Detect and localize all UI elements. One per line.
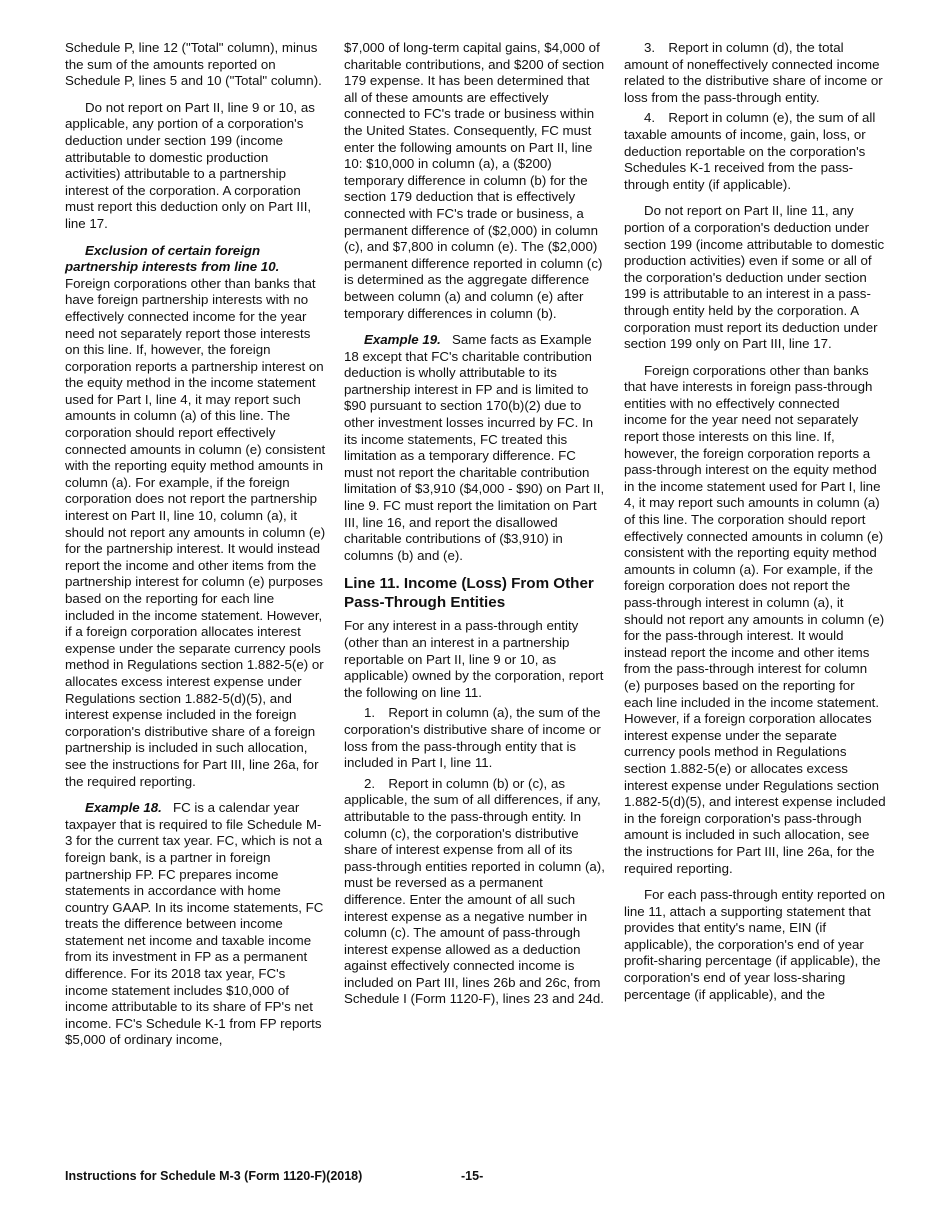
paragraph: Schedule P, line 12 ("Total" column), minus the sum of the amounts reported on Schedule P, lines 5 and 10 ("Total" column). [65,40,322,89]
example-heading: Example 18. [85,800,162,816]
run-in-heading: Exclusion of certain foreign partnership interests from line 10. [65,242,280,275]
text-column-1 [65,40,327,1059]
paragraph-text: Foreign corporations other than banks that have foreign partnership interests with no effectively connected income for the year need not separately report those interests on this line. If, however, the foreign corporation reports a partnership interest on the equity method in the income statement used for Part I, line 4, it may report such amounts in column (a) of this line. The corporation should report effectively connected amounts in column (e) consistent with the reporting equity method amounts in column (a). For example, if the foreign corporation does not report the partnership interest on Part II, line 10, column (a), it should not report any amounts in column (e) for the partnership interest. It would instead report the income and other items from the partnership interest for column (e) purposes based on the reporting for each line included in the income statement. However, if a foreign corporation allocates interest expense under the separate currency pools method in Regulations section 1.882-5(e) or allocates excess interest expense under Regulations section 1.882-5(d)(5), and interest expense included in the foreign corporation's distributive share of a foreign partnership is included in such allocation, see the instructions for Part III, line 26a, for the required reporting. [65,275,326,789]
paragraph [65,243,327,791]
paragraph: For any interest in a pass-through entity (other than an interest in a partnership reportable on Part II, line 9 or 10, as applicable) owned by the corporation, report the following on line 11. [344,618,604,700]
text-column-3 [624,40,886,1013]
paragraph: Do not report on Part II, line 11, any portion of a corporation's deduction under section 199 (income attributable to domestic production activities) even if some or all of the corporation's deduction under section 199 is attributable to an interest in a pass-through entity held by the corporation. A corporation must report its deduction under section 199 only on Part III, line 17. [624,203,885,352]
list-item: 1. Report in column (a), the sum of the corporation's distributive share of income or loss from the pass-through entity that is included in Part I, line 11. [344,705,601,771]
paragraph: For each pass-through entity reported on line 11, attach a supporting statement that provides that entity's name, EIN (if applicable), the corporation's end of year profit-sharing percentage (if applicable), the corporation's end of year loss-sharing percentage (if applicable), and the [624,887,885,1002]
list-item: 2. Report in column (b) or (c), as applicable, the sum of all differences, if any, attributable to the pass-through entity. In column (c), the corporation's distributive share of interest expense from all of its pass-through entities reported in column (a), must be reversed as a permanent difference. Enter the amount of all such interest expense as a negative number in column (c). The amount of pass-through interest expense allowed as a deduction against effectively connected income is included on Part III, lines 26b and 26c, from Schedule I (Form 1120-F), lines 23 and 24d. [344,775,605,1007]
list-item: 4. Report in column (e), the sum of all taxable amounts of income, gain, loss, or deduction reportable on the corporation's Schedules K-1 received from the pass-through entity (if applicable). [624,110,876,192]
list-item: 3. Report in column (d), the total amount of noneffectively connected income related to the distributive share of income or loss from the pass-through entity. [624,40,883,105]
example-heading: Example 19. [364,332,441,348]
paragraph: Do not report on Part II, line 9 or 10, as applicable, any portion of a corporation's deduction under section 199 (income attributable to domestic production activities) attributable to a partnership interest of the corporation. A corporation must report this deduction only on Part III, line 17. [65,99,315,231]
section-heading: Line 11. Income (Loss) From Other Pass-Through Entities [344,575,594,612]
paragraph [65,800,327,1049]
paragraph [344,332,606,564]
paragraph-text: FC is a calendar year taxpayer that is required to file Schedule M-3 for the current tax year. FC, which is not a foreign bank, is a partner in foreign partnership FP. FC prepares income statements in accordance with home country GAAP. In its income statements, FC treats the difference between income statement net income and taxable income from its investment in FP as a permanent difference. For its 2018 tax year, FC's income statement includes $10,000 of income attributable to its share of FP's net income. FC's Schedule K-1 from FP reports $5,000 of ordinary income, [65,800,324,1048]
page-number: -15- [461,1169,484,1183]
text-column-2 [344,40,606,1018]
page-footer [65,1169,885,1183]
paragraph: Foreign corporations other than banks that have interests in foreign pass-through entities with no effectively connected income for the year need not separately report those interests on this line. If, however, the foreign corporation reports a pass-through interest on the equity method in the income statement used for Part I, line 4, it may report such amounts in column (a) of this line. The corporation should report effectively connected amounts in column (e) consistent with the reporting equity method amounts in column (a). For example, if the foreign corporation does not report the pass-through interest in column (a), it should not report any amounts in column (e) for the pass-through interest. It would instead report the income and other items from the pass-through interest for column (e) purposes based on the reporting for each line included in the income statement. However, if a foreign corporation allocates interest expense under the separate currency pools method in Regulations section 1.882-5(e) or allocates excess interest expense under Regulations section 1.882-5(d)(5), and interest expense included in the foreign corporation's pass-through amount is included in such allocation, see the instructions for Part III, line 26a, for the required reporting. [624,362,886,876]
paragraph-text: Same facts as Example 18 except that FC's charitable contribution deduction is wholly attributable to its partnership interest in FP and is limited to $90 pursuant to section 170(b)(2) due to other investment losses incurred by FC. In its income statements, FC treated this limitation as a temporary difference. FC must not report the charitable contribution limitation of $3,910 ($4,000 - $90) on Part II, line 9. FC must report the limitation on Part III, line 16, and report the disallowed charitable contributions of ($3,910) in columns (b) and (e). [344,332,605,563]
footer-title: Instructions for Schedule M-3 (Form 1120-F)(2018) [65,1169,363,1183]
paragraph: $7,000 of long-term capital gains, $4,000 of charitable contributions, and $200 of section 179 expense. It has been determined that all of these amounts are effectively connected to FC's trade or business within the United States. Consequently, FC must enter the following amounts on Part II, line 10: $10,000 in column (a), a ($200) temporary difference in column (b) for the section 179 deduction that is effectively connected with FC's trade or business, a permanent difference of ($2,000) in column (c), and $7,800 in column (e). The ($2,000) permanent difference reported in column (c) is determined as the aggregate difference between column (a) and column (e) after temporary differences in column (b). [344,40,605,321]
